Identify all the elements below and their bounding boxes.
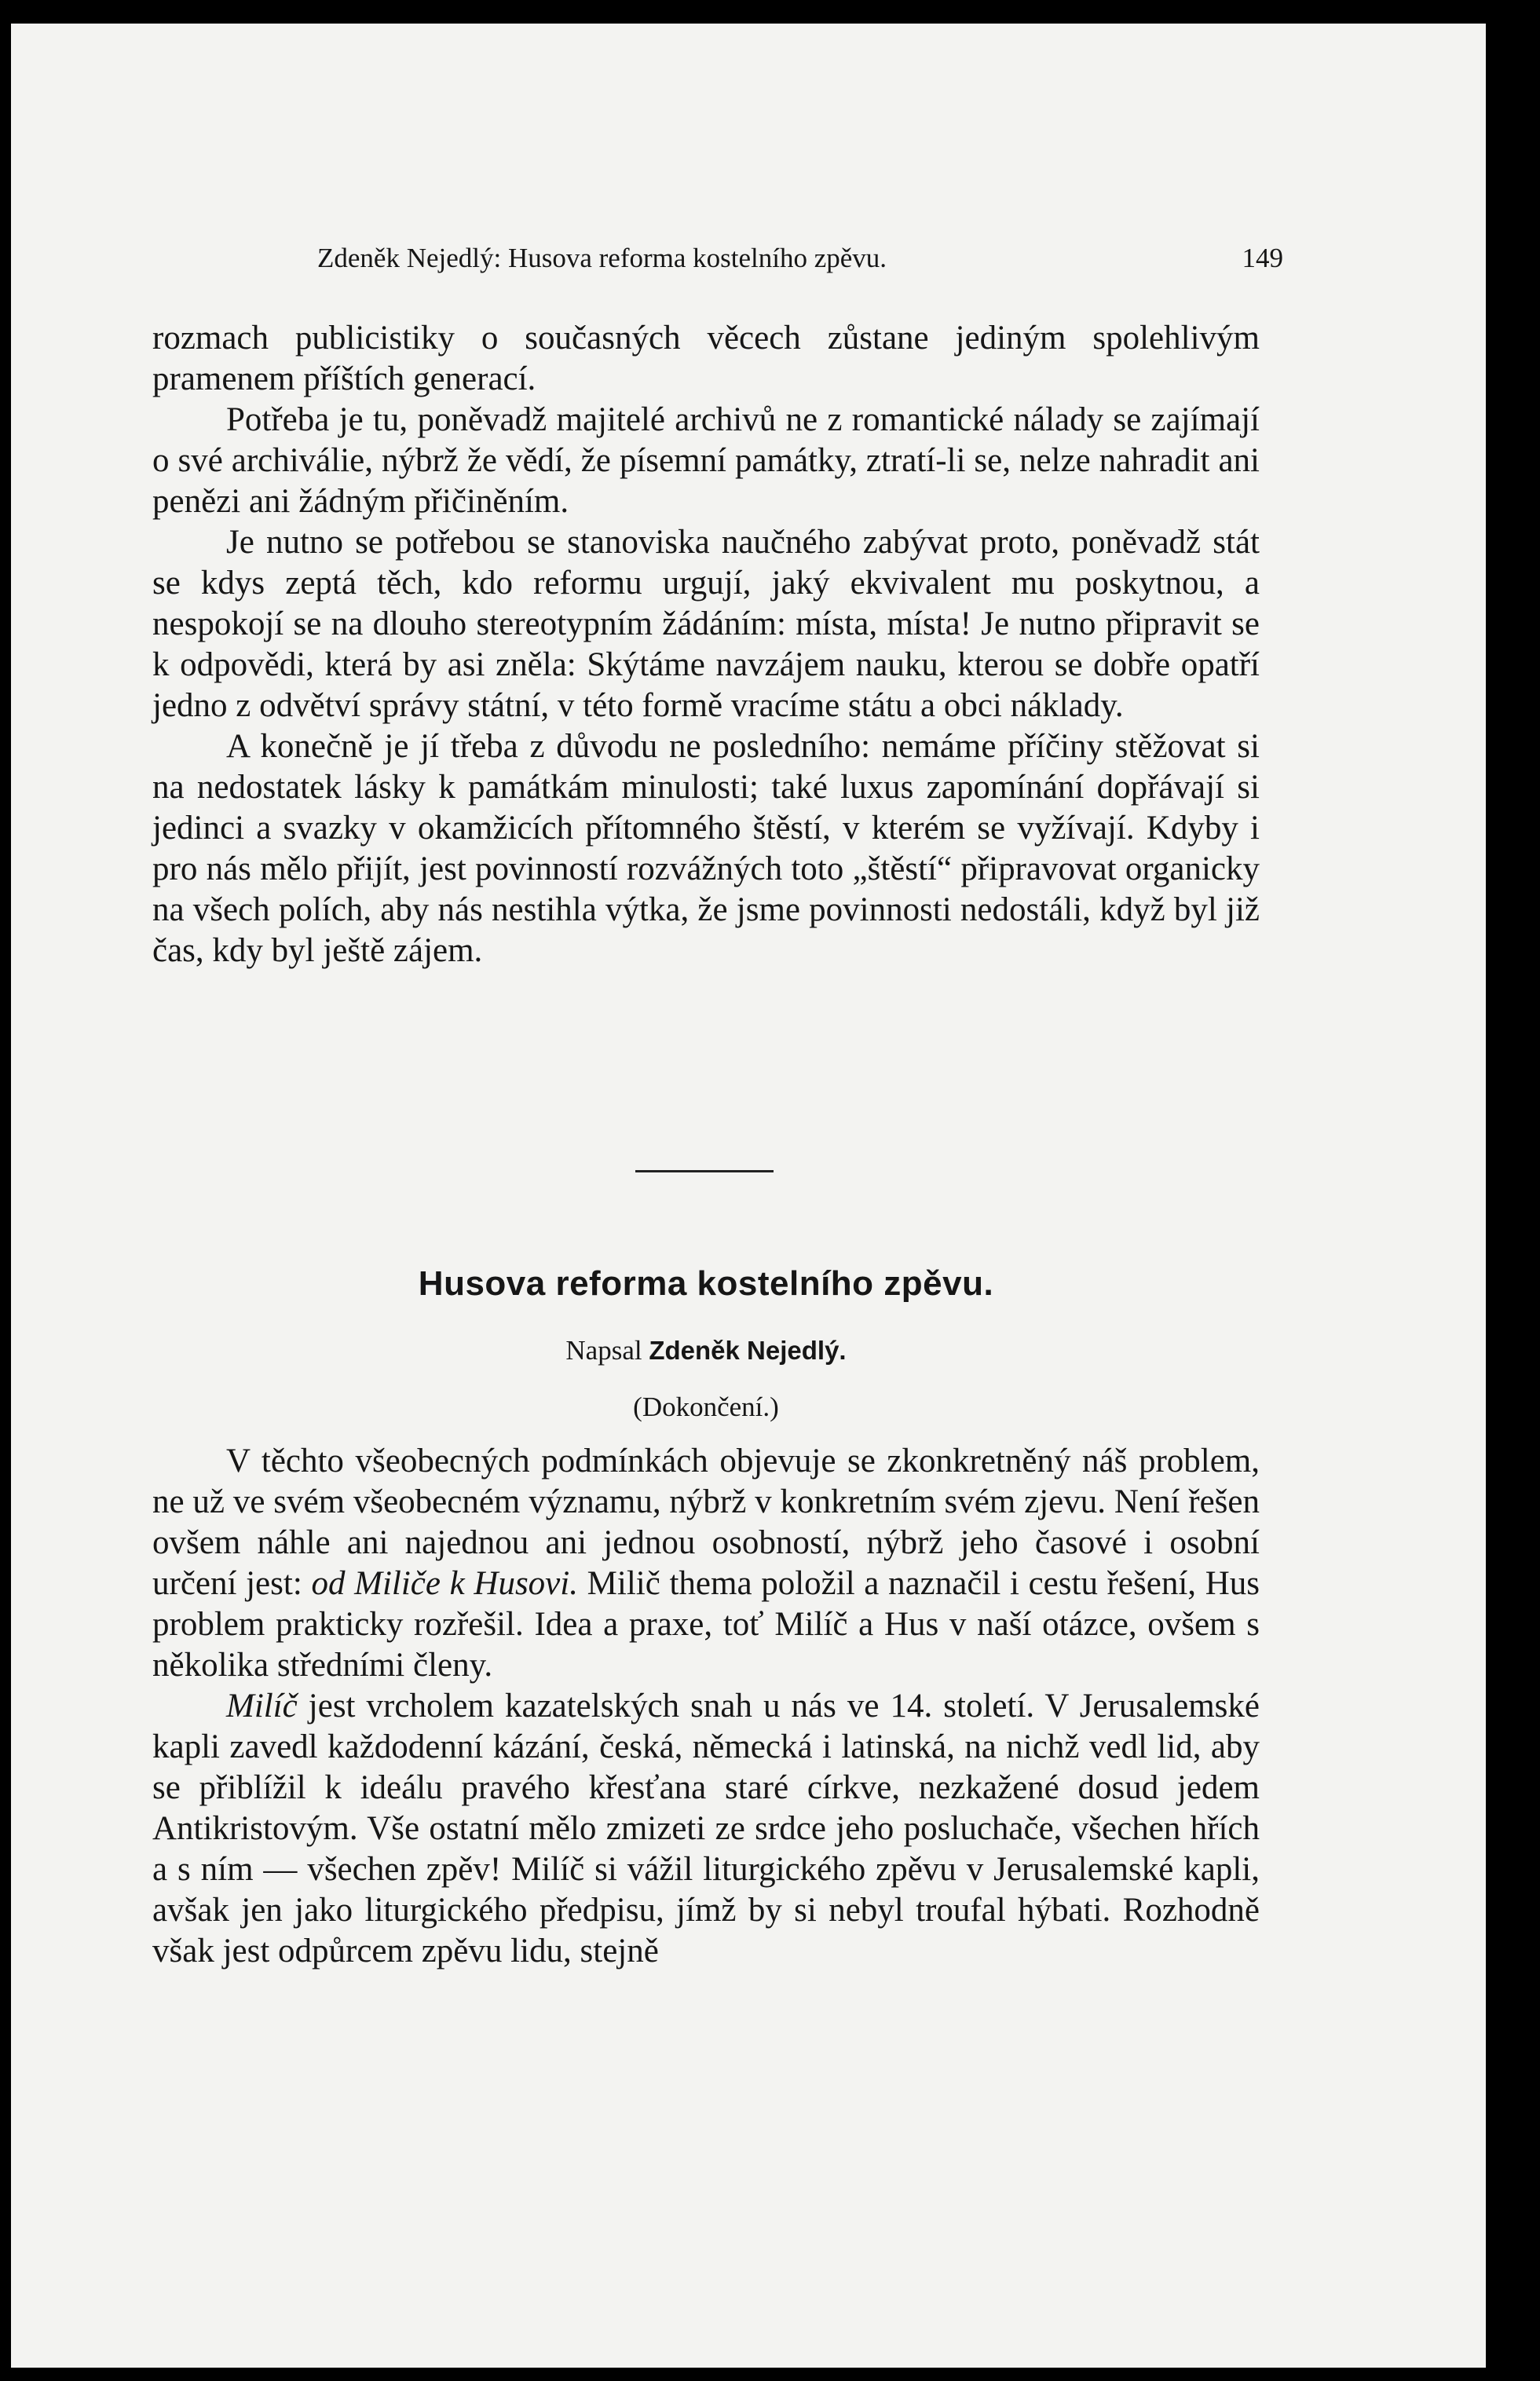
section-divider (635, 1170, 774, 1172)
article-subtitle: (Dokončení.) (633, 1392, 779, 1422)
paragraph: Potřeba je tu, poněvadž majitelé archivů ne z romantické nálady se zajímají o své archiválie, nýbrž že vědí, že písemní památky, ztratí-li se, nelze nahradit ani penězi ani žádným přičiněním. (152, 401, 1260, 520)
paragraph (152, 1686, 1260, 1972)
article-body (152, 1441, 1260, 1972)
text-run: V těchto všeobecných podmínkách objevuje se zkonkretněný náš problem, ne už ve svém všeobecném významu, nýbrž v konkretním svém zjevu. Není řešen ovšem náhle ani najednou ani jednou osobností, nýbrž jeho časové i osobní určení jest: (152, 1443, 1260, 1602)
book-page (11, 24, 1486, 2368)
paragraph (152, 1441, 1260, 1686)
paragraph-continued: rozmach publicistiky o současných věcech zůstane jediným spolehlivým pramenem příštích generací. (152, 320, 1260, 397)
byline (152, 1333, 1260, 1368)
paragraph: Je nutno se potřebou se stanoviska naučného zabývat proto, poněvadž stát se kdys zeptá těch, kdo reformu urgují, jaký ekvivalent mu poskytnou, a nespokojí se na dlouho stereotypním žádáním: místa, místa! Je nutno připravit se k odpovědi, která by asi zněla: Skýtáme navzájem nauku, kterou se dobře opatří jedno z odvětví správy státní, v této formě vracíme státu a obci náklady. (152, 524, 1260, 724)
paragraph: A konečně je jí třeba z důvodu ne posledního: nemáme příčiny stěžovat si na nedostatek lásky k památkám minulosti; také luxus zapomínání dopřávají si jedinci a svazky v okamžicích přítomného štěstí, v kterém se vyžívají. Kdyby i pro nás mělo přijít, jest povinností rozvážných toto „štěstí“ připravovat organicky na všech polích, aby nás nestihla výtka, že jsme povinnosti nedostáli, když byl již čas, kdy byl ještě zájem. (152, 728, 1260, 969)
emphasis: Milíč (226, 1688, 298, 1724)
page-number: 149 (1242, 243, 1283, 273)
text-run: jest vrcholem kazatelských snah u nás ve 14. století. V Jerusalemské kapli zavedl každodenní kázání, česká, německá i latinská, na nichž vedl lid, aby se přiblížil k ideálu pravého křesťana staré církve, nezkažené dosud jedem Antikristovým. Vše ostatní mělo zmizeti ze srdce jeho posluchače, všechen hřích a s ním — všechen zpěv! Milíč si vážil liturgického zpěvu v Jerusalemské kapli, avšak jen jako liturgického předpisu, jímž by si nebyl troufal hýbati. Rozhodně však jest odpůrcem zpěvu lidu, stejně (152, 1688, 1260, 1970)
text-run: Milič thema položil a naznačil i cestu řešení, Hus problem prakticky rozřešil. Idea a praxe, toť Milíč a Hus v naší otázce, ovšem s několika středními členy. (152, 1565, 1260, 1684)
article-title: Husova reforma kostelního zpěvu. (418, 1264, 994, 1303)
continued-text (152, 318, 1260, 971)
emphasis: od Miliče k Husovi. (311, 1565, 578, 1602)
byline-prefix: Napsal (565, 1335, 642, 1366)
running-title: Zdeněk Nejedlý: Husova reforma kostelního zpěvu. (317, 243, 887, 273)
author-name: Zdeněk Nejedlý. (649, 1336, 847, 1365)
